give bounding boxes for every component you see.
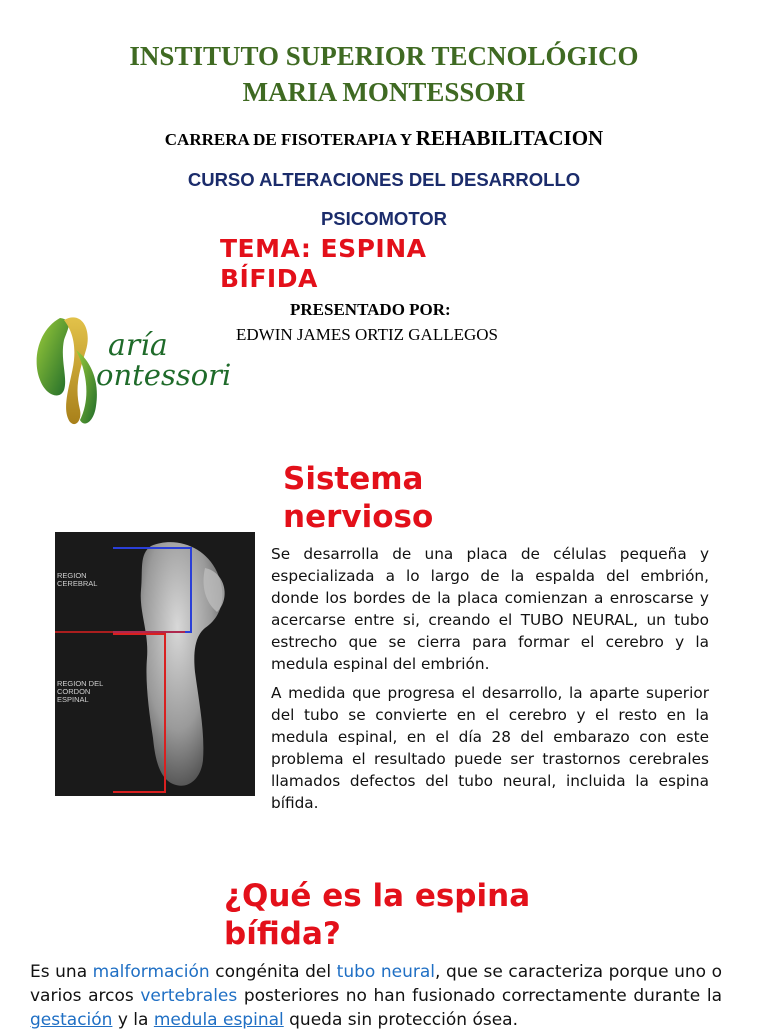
logo-text-line2: ontessori bbox=[96, 358, 232, 392]
definition-text: posteriores no han fusionado correctamente durante la bbox=[237, 986, 722, 1006]
figure-label-cerebral: REGION CEREBRAL bbox=[57, 572, 98, 588]
institute-name-line1: INSTITUTO SUPERIOR TECNOLÓGICO bbox=[129, 41, 639, 71]
presented-by-label: PRESENTADO POR: bbox=[290, 300, 451, 319]
link-malformacion[interactable]: malformación bbox=[92, 962, 210, 982]
paragraph-development: A medida que progresa el desarrollo, la aparte superior del tubo se convierte en el cerebro y el resto en la medula espinal, en el día 28 del embarazo con este problema el resultado puede ser trastornos cerebrales llamados defectos del tubo neural, incluida la espina bífida. bbox=[271, 684, 709, 812]
logo-text-line1: aría bbox=[108, 328, 168, 363]
section-heading-nervous-system: Sistema nervioso bbox=[283, 461, 434, 535]
link-medula-espinal[interactable]: medula espinal bbox=[153, 1010, 284, 1030]
link-gestacion[interactable]: gestación bbox=[30, 1010, 113, 1030]
definition-text: queda sin protección ósea. bbox=[283, 1010, 518, 1030]
career-title bbox=[0, 126, 768, 151]
institute-name-line2: MARIA MONTESSORI bbox=[242, 77, 526, 107]
course-title-line2: PSICOMOTOR bbox=[320, 208, 448, 229]
definition-text: Es una bbox=[30, 962, 93, 982]
link-tubo-neural[interactable]: tubo neural bbox=[336, 962, 435, 982]
section-heading-what-is: ¿Qué es la espina bífida? bbox=[224, 878, 531, 952]
course-title-line1: CURSO ALTERACIONES DEL DESARROLLO bbox=[187, 169, 581, 190]
definition-text: , que se caracteriza porque uno o varios arcos bbox=[30, 962, 722, 1006]
definition-text: congénita del bbox=[209, 962, 337, 982]
career-suffix: REHABILITACION bbox=[415, 126, 604, 150]
career-prefix: CARRERA DE FISOTERAPIA Y bbox=[164, 130, 412, 149]
figure-label-spinal: REGION DEL CORDON ESPINAL bbox=[57, 680, 103, 704]
topic-title: TEMA: ESPINA BÍFIDA bbox=[220, 234, 427, 293]
maria-montessori-logo bbox=[30, 310, 245, 435]
paragraph-neural-tube: Se desarrolla de una placa de células pequeña y especializada a lo largo de la espalda del embrión, donde los bordes de la placa comienzan a enroscarse y acercarse entre si, creando el TUBO NEURAL, un tubo estrecho que se cierra para formar el cerebro y la medula espinal del embrión. bbox=[271, 545, 709, 673]
definition-paragraph bbox=[30, 960, 722, 1032]
link-vertebrales[interactable]: vertebrales bbox=[140, 986, 238, 1006]
author-name: EDWIN JAMES ORTIZ GALLEGOS bbox=[236, 325, 498, 344]
definition-text: y la bbox=[112, 1010, 154, 1030]
embryo-image bbox=[55, 532, 255, 796]
